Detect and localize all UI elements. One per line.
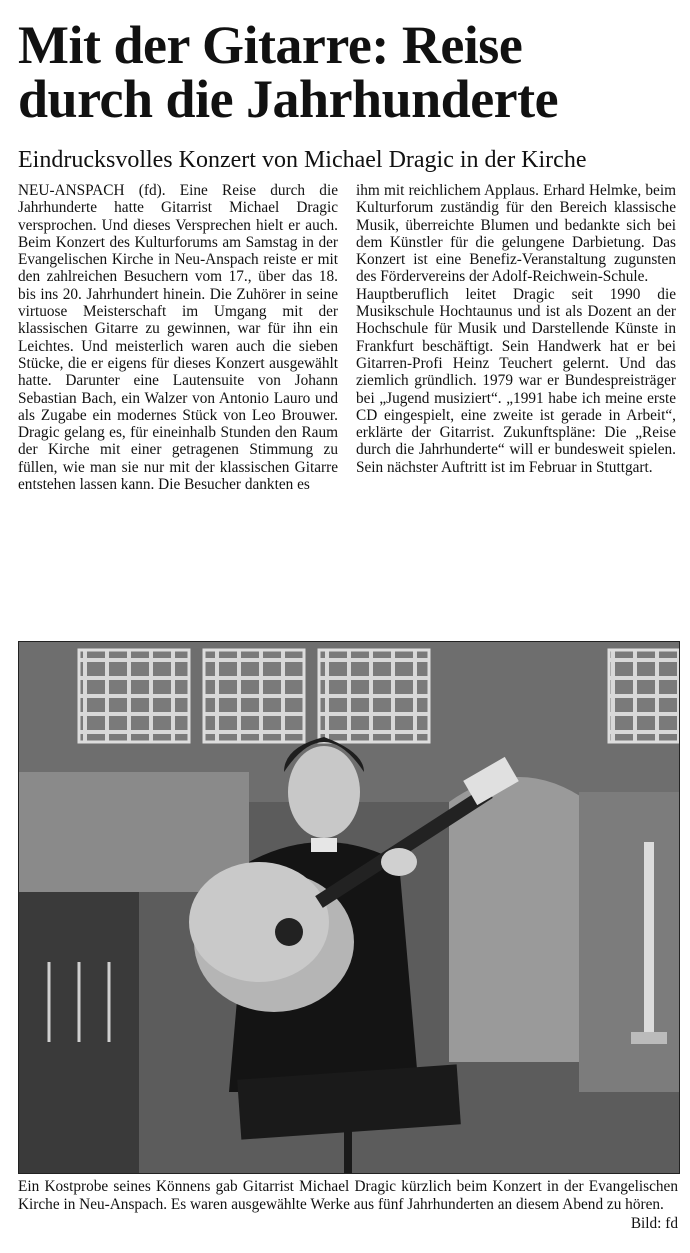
photo-credit: Bild: fd xyxy=(630,1215,678,1232)
subheadline: Eindrucksvolles Konzert von Michael Dragic in der Kirche xyxy=(18,147,587,173)
guitarist-photo-illustration xyxy=(19,642,679,1173)
photo-caption: Ein Kostprobe seines Könnens gab Gitarrist Michael Dragic kürzlich beim Konzert in der Evangelischen Kirche in Neu-Anspach. Es waren ausgewählte Werke aus fünf Jahrhunderten an diesem Abend zu hören. xyxy=(18,1178,678,1213)
body-paragraph: Hauptberuflich leitet Dragic seit 1990 die Musikschule Hochtaunus und ist als Dozent an der Hochschule für Musik und Darstellende Künste in Frankfurt beschäftigt. Sein Handwerk hat er bei Gitarren-Profi Heinz Teuchert gelernt. Und das ziemlich gründlich. 1979 war er Bundespreisträger bei „Jugend musiziert“. „1991 habe ich meine erste CD eingespielt, eine zweite ist gerade in Arbeit“, erklärte der Gitarrist. Zukunftspläne: Die „Reise durch die Jahrhunderte“ will er bundesweit spielen. Sein nächster Auftritt ist im Februar in Stuttgart. xyxy=(356,285,676,476)
headline-line-2: durch die Jahrhunderte xyxy=(18,69,559,129)
headline xyxy=(18,15,678,129)
article-column-left xyxy=(18,182,338,493)
body-paragraph: ihm mit reichlichem Applaus. Erhard Helmke, beim Kulturforum zuständig für den Bereich klassische Musik, überreichte Blumen und bedankte sich bei dem Künstler für die gelungene Darbietung. Das Konzert ist eine Benefiz-Veranstaltung zugunsten des Fördervereins der Adolf-Reichwein-Schule. xyxy=(356,182,676,286)
concert-photo xyxy=(18,641,680,1174)
article-column-right xyxy=(356,182,676,476)
body-paragraph: NEU-ANSPACH (fd). Eine Reise durch die Jahrhunderte hatte Gitarrist Michael Dragic versprochen. Und dieses Versprechen hielt er auch. Beim Konzert des Kulturforums am Samstag in der Evangelischen Kirche in Neu-Anspach reiste er mit den zahlreichen Besuchern vom 17., über das 18. bis ins 20. Jahrhundert hinein. Die Zuhörer in seine virtuose Meisterschaft im Umgang mit der klassischen Gitarre zu gewinnen, war für ihn ein Leichtes. Und meisterlich waren auch die sieben Stücke, die er eigens für dieses Konzert ausgewählt hatte. Darunter eine Lautensuite von Johann Sebastian Bach, ein Walzer von Antonio Lauro und als Zugabe ein modernes Stück von Leo Brouwer. Dragic gelang es, für eineinhalb Stunden den Raum der Kirche mit einer getragenen Stimmung zu füllen, wie man sie nur mit der klassischen Gitarre entstehen lassen kann. Die Besucher dankten es xyxy=(18,182,338,494)
headline-line-1: Mit der Gitarre: Reise xyxy=(18,15,523,75)
